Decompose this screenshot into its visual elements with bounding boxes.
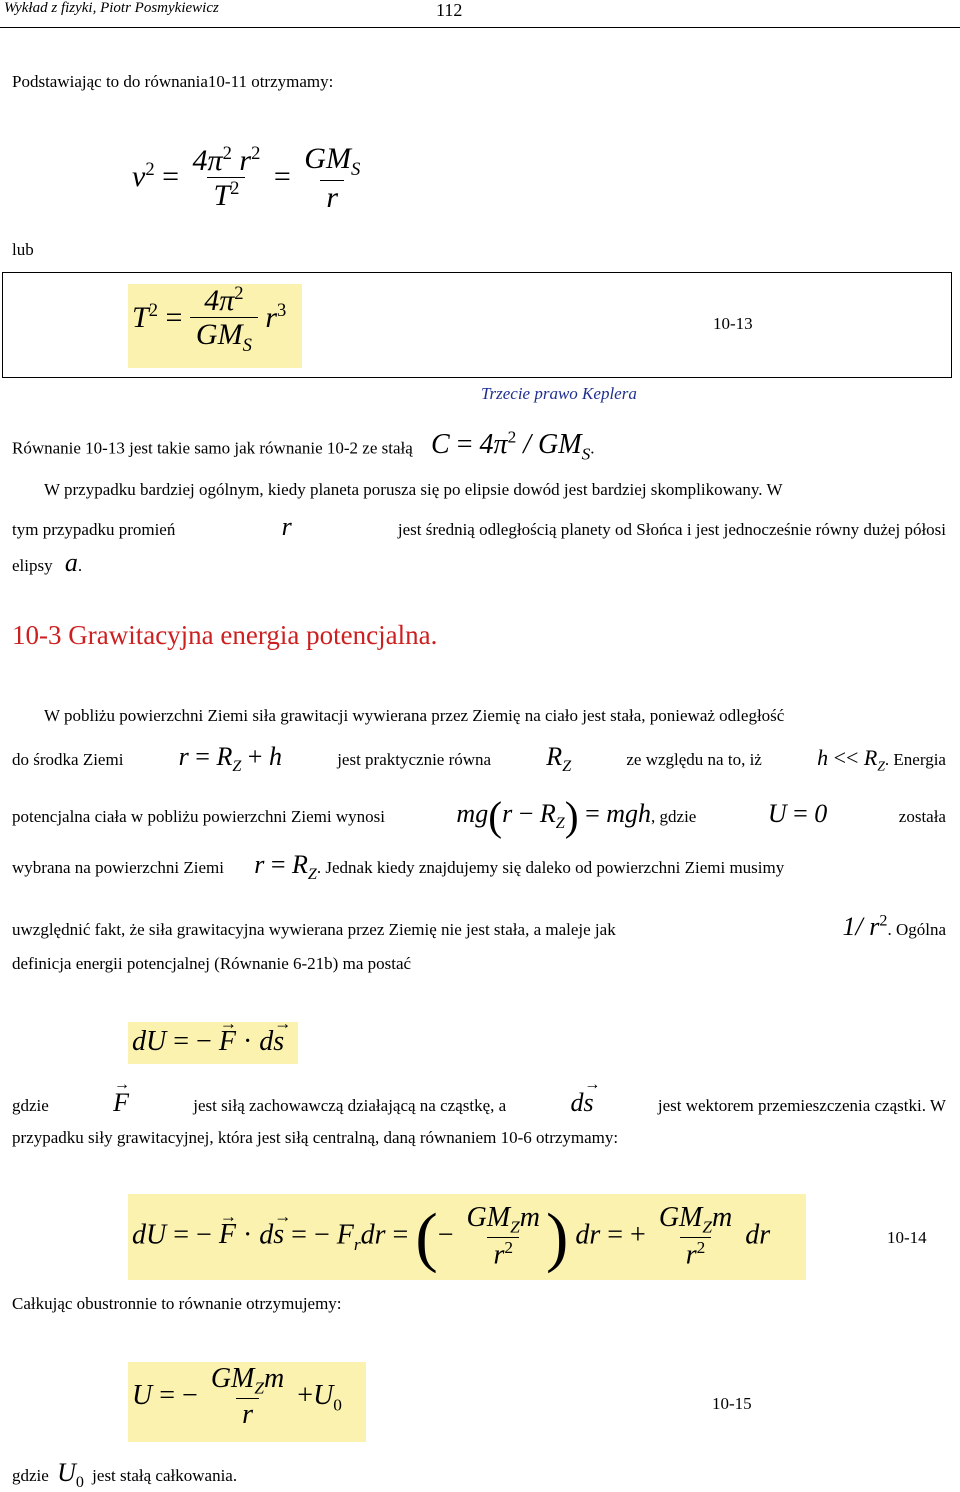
- para2-line2: do środka Ziemi $r = R_Z + h$ jest praktycznie równa $R_Z$ ze względu na to, iż $h << R_Z$. Energia: [12, 742, 946, 776]
- header-page-number: 112: [436, 0, 463, 20]
- eq-label-10-13: 10-13: [713, 314, 753, 333]
- intro-text: Podstawiając to do równania10-11 otrzymamy:: [12, 72, 334, 91]
- lub-text: lub: [12, 240, 34, 259]
- para1-line4: elipsy a.: [12, 548, 83, 577]
- para2-line4: wybrana na powierzchni Ziemi $r = R_Z$. Jednak kiedy znajdujemy się daleko od powierzchni Ziemi musimy: [12, 850, 785, 884]
- eq-label-10-14: 10-14: [887, 1228, 927, 1247]
- equation-kepler: $T^2$ = $\frac{4\pi^2}{GM_S}$ $r^3$: [132, 283, 287, 356]
- integrate-text: Całkując obustronnie to równanie otrzymujemy:: [12, 1294, 342, 1313]
- eq-label-10-15: 10-15: [712, 1394, 752, 1413]
- header-author: Wykład z fizyki, Piotr Posmykiewicz: [4, 0, 219, 16]
- kepler-caption: Trzecie prawo Keplera: [481, 384, 637, 403]
- para2-line6: definicja energii potencjalnej (Równanie 6-21b) ma postać: [12, 954, 412, 973]
- para2-line1: W pobliżu powierzchni Ziemi siła grawitacji wywierana przez Ziemię na ciało jest stała, ponieważ odległość: [44, 706, 785, 725]
- para1-line3: tym przypadku promień r jest średnią odległością planety od Słońca i jest jednocześnie równy dużej półosi: [12, 512, 946, 541]
- para1-line1: Równanie 10-13 jest takie samo jak równanie 10-2 ze stałą $C = 4\pi^2 / GM_S$.: [12, 428, 595, 464]
- section-title: 10-3 Grawitacyjna energia potencjalna.: [12, 620, 438, 650]
- para1-line2: W przypadku bardziej ogólnym, kiedy planeta porusza się po elipsie dowód jest bardziej skomplikowany. W: [44, 480, 783, 499]
- para3-line1: gdzie → F jest siłą zachowawczą działającą na cząstkę, a d→ s jest wektorem przemieszczenia cząstki. W: [12, 1088, 946, 1118]
- equation-10-14: dU = − → F · d→ s = − $F_rdr$ = (− $\frac{GM_Zm}{r^2}$ ) dr = + $\frac{GM_Zm}{r^2}$ dr: [132, 1198, 770, 1276]
- equation-10-15: U = − $\frac{GM_Zm}{r}$ $+U_0$: [132, 1363, 342, 1430]
- para2-line3: potencjalna ciała w pobliżu powierzchni Ziemi wynosi $mg(r - R_Z)$ = mgh, gdzie U = 0 została: [12, 793, 946, 839]
- equation-du: dU = − → F · d→ s: [132, 1026, 284, 1058]
- final-line: gdzie $U_0$ jest stałą całkowania.: [12, 1458, 238, 1492]
- para3-line2: przypadku siły grawitacyjnej, która jest siłą centralną, daną równaniem 10-6 otrzymamy:: [12, 1128, 619, 1147]
- header-rule: [0, 27, 960, 28]
- equation-velocity: $v^2$ = $\frac{4\pi^2 r^2}{T^2}$ = $\frac{GM_S}{r}$: [132, 142, 361, 215]
- para2-line5: uwzględnić fakt, że siła grawitacyjna wywierana przez Ziemię nie jest stała, a maleje jak 1/ $r^2$. Ogólna: [12, 912, 946, 941]
